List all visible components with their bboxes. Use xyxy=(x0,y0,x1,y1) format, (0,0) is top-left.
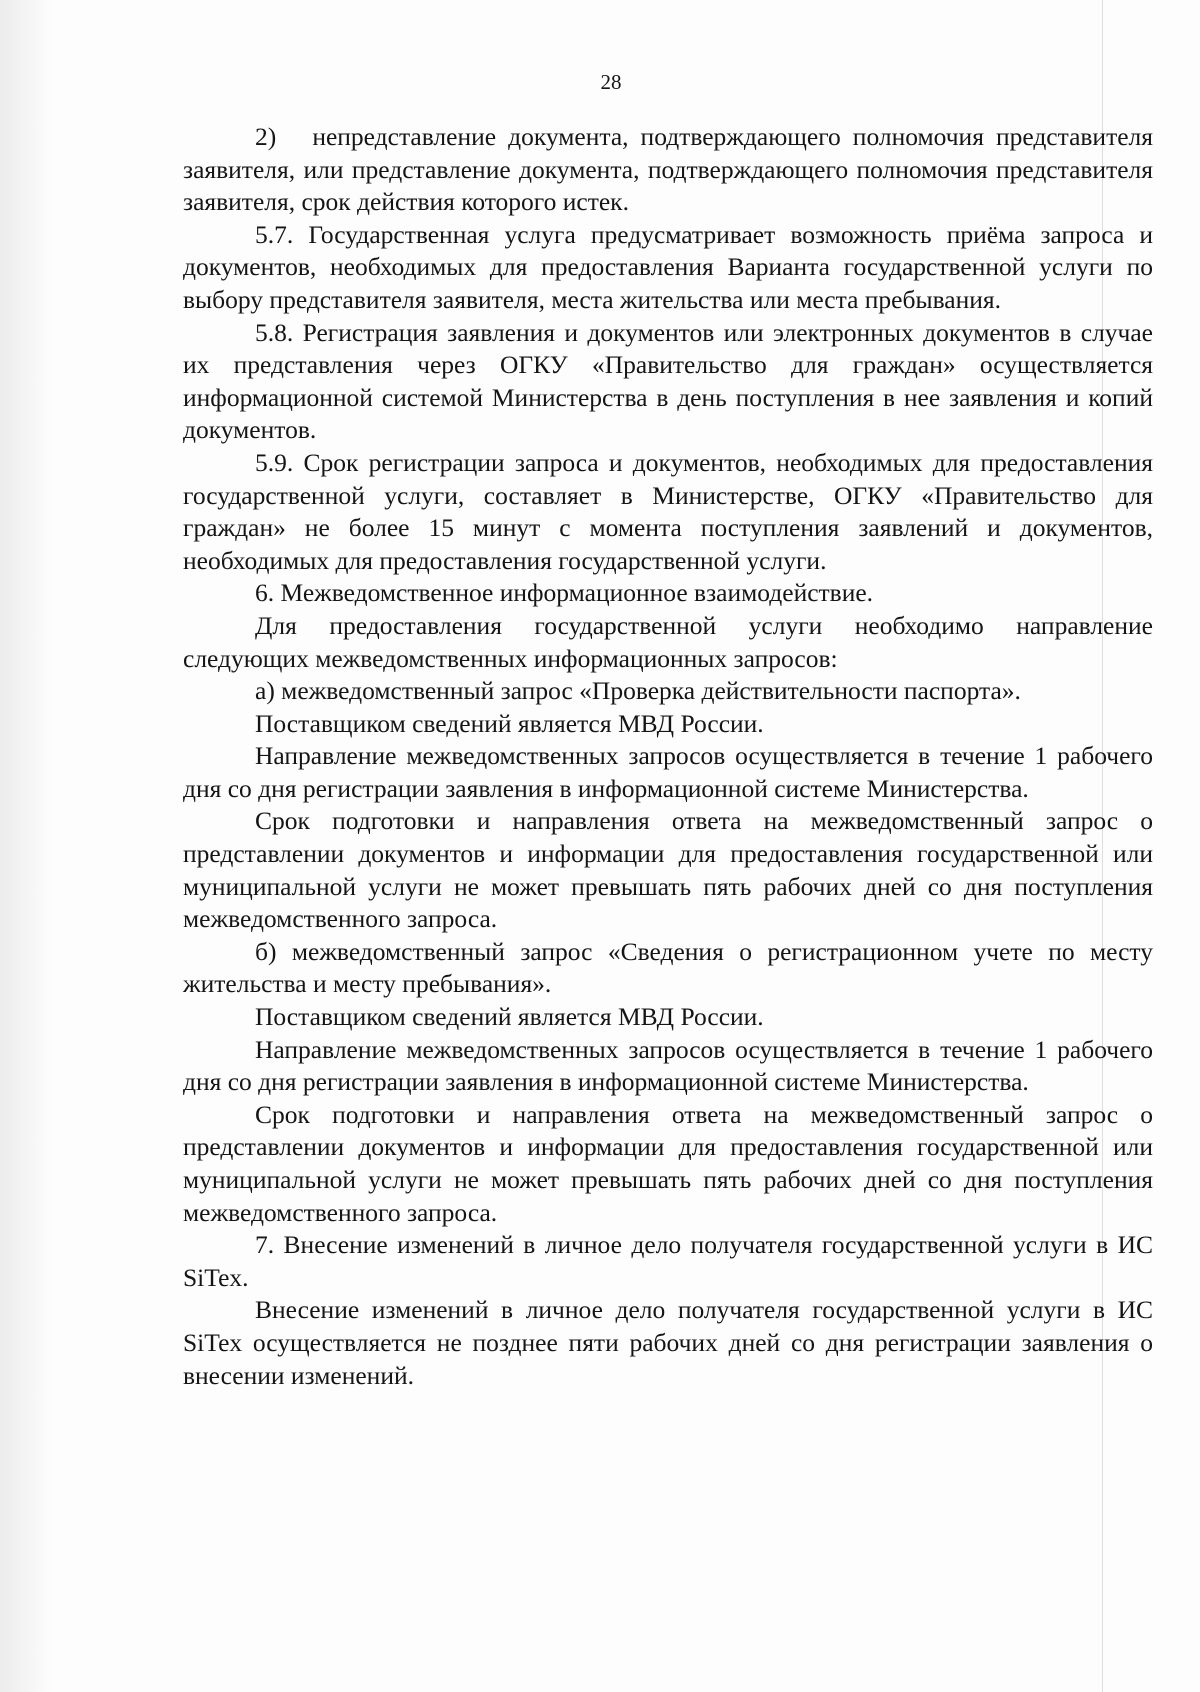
request-b-direction: Направление межведомственных запросов осуществляется в течение 1 рабочего дня со дня регистрации заявления в информационной системе Министерства. xyxy=(183,1034,1153,1097)
paragraph-item-2: 2) непредставление документа, подтверждающего полномочия представителя заявителя, или представление документа, подтверждающего полномочия представителя заявителя, срок действия которого истек. xyxy=(183,122,1153,217)
request-a-provider: Поставщиком сведений является МВД России. xyxy=(255,708,764,738)
paragraph-5-9: 5.9. Срок регистрации запроса и документов, необходимых для предоставления государственной услуги, составляет в Министерстве, ОГКУ «Правительство для граждан» не более 15 минут с момента поступления заявлений и документов, необходимых для предоставления государственной услуги. xyxy=(183,447,1153,575)
section-6-heading: 6. Межведомственное информационное взаимодействие. xyxy=(255,578,874,608)
paragraph-5-7: 5.7. Государственная услуга предусматривает возможность приёма запроса и документов, необходимых для предоставления Варианта государственной услуги по выбору представителя заявителя, места жительства или места пребывания. xyxy=(183,219,1153,314)
paragraph-5-8: 5.8. Регистрация заявления и документов или электронных документов в случае их представления через ОГКУ «Правительство для граждан» осуществляется информационной системой Министерства в день поступления в нее заявления и копий документов. xyxy=(183,317,1153,445)
scan-edge xyxy=(0,0,52,1692)
request-a: а) межведомственный запрос «Проверка действительности паспорта». xyxy=(255,676,1021,706)
paragraph-section-7: Внесение изменений в личное дело получателя государственной услуги в ИС SiTex осуществляется не позднее пяти рабочих дней со дня регистрации заявления о внесении изменений. xyxy=(183,1295,1153,1390)
paragraph-requests-intro: Для предоставления государственной услуги необходимо направление следующих межведомственных информационных запросов: xyxy=(183,610,1153,673)
request-b-provider: Поставщиком сведений является МВД России. xyxy=(255,1002,764,1032)
request-b: б) межведомственный запрос «Сведения о регистрационном учете по месту жительства и месту пребывания». xyxy=(183,936,1153,999)
request-a-deadline: Срок подготовки и направления ответа на межведомственный запрос о представлении документов и информации для предоставления государственной или муниципальной услуги не может превышать пять рабочих дней со дня поступления межведомственного запроса. xyxy=(183,806,1153,934)
request-b-deadline: Срок подготовки и направления ответа на межведомственный запрос о представлении документов и информации для предоставления государственной или муниципальной услуги не может превышать пять рабочих дней со дня поступления межведомственного запроса. xyxy=(183,1099,1153,1227)
request-a-direction: Направление межведомственных запросов осуществляется в течение 1 рабочего дня со дня регистрации заявления в информационной системе Министерства. xyxy=(183,741,1153,803)
page-number: 28 xyxy=(600,70,622,94)
section-7-heading: 7. Внесение изменений в личное дело получателя государственной услуги в ИС SiTex. xyxy=(183,1230,1153,1292)
document-body xyxy=(183,121,1153,1392)
